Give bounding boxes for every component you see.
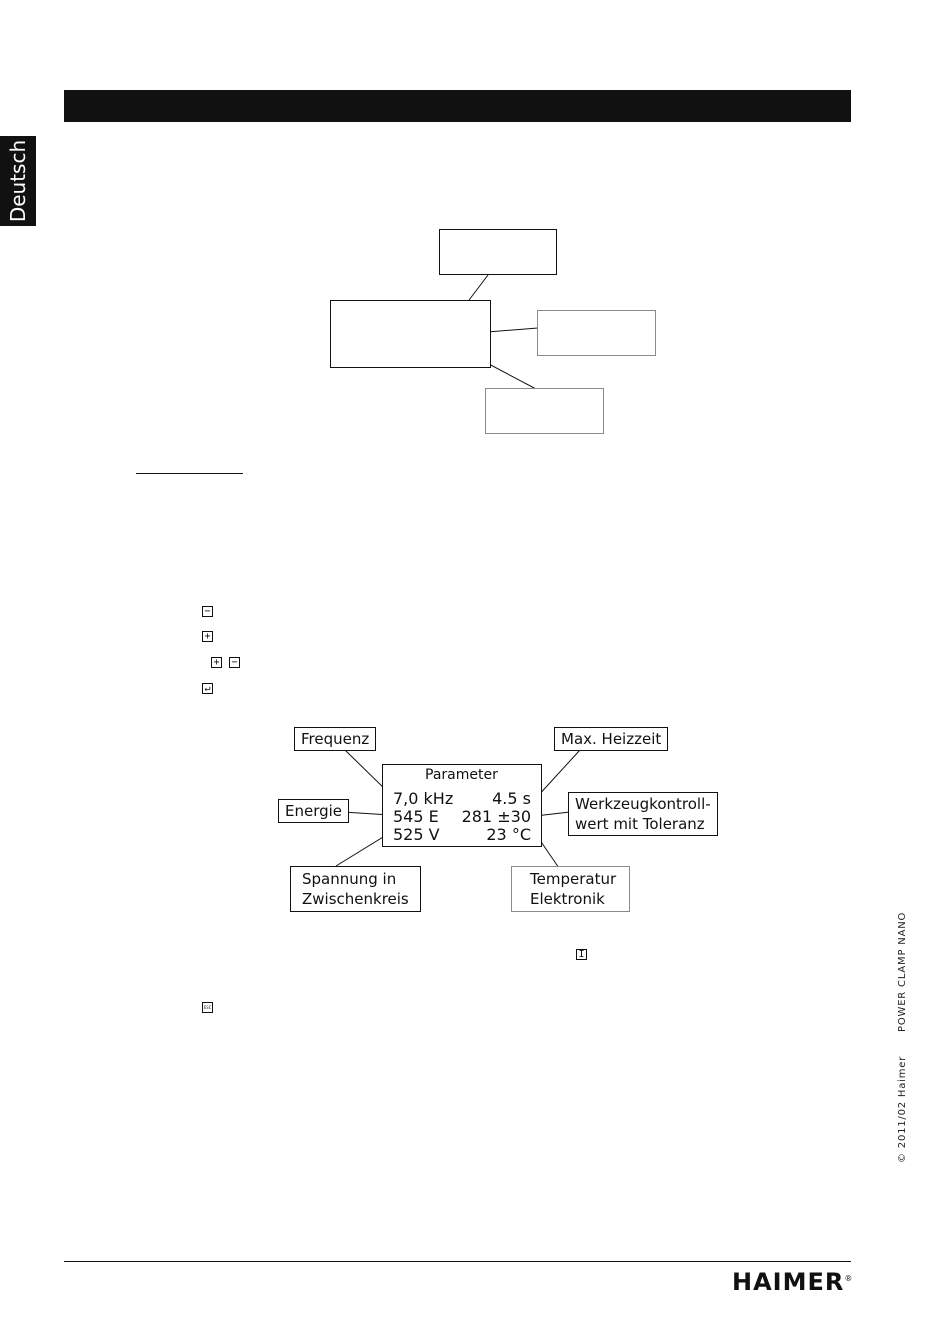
product-name: POWER CLAMP NANO [897,911,908,1032]
display-frequency-value: 7,0 kHz [393,789,454,808]
info-key-icon: I [576,949,587,960]
minus-key-icon: − [202,606,213,617]
diagram-display-box [330,300,491,368]
diagram-bottom-box [485,388,604,434]
esc-key-icon: ESC [202,1002,213,1013]
haimer-logo [732,1268,853,1296]
diagram-top-box [439,229,557,275]
plus-key-icon: + [211,657,222,668]
logo-text: HAIMER [732,1268,845,1296]
plus-key-icon: + [202,631,213,642]
display-temperature-value: 23 °C [486,825,531,844]
callout-tool-control: Werkzeugkontroll- wert mit Toleranz [568,792,718,836]
enter-key-icon: ↵ [202,683,213,694]
display-energy-value: 545 E [393,807,439,826]
diagram-right-box [537,310,656,356]
display-voltage-value: 525 V [393,825,440,844]
display-tool-control-value: 281 ±30 [461,807,531,826]
language-tab-label: Deutsch [6,139,31,223]
display-heat-time-value: 4.5 s [492,789,531,808]
parameter-display [382,764,542,847]
minus-key-icon: − [229,657,240,668]
section-heading-underline [136,473,243,474]
callout-energy: Energie [278,799,349,823]
copyright: © 2011/02 Haimer [897,1055,908,1163]
callout-frequency: Frequenz [294,727,376,751]
callout-temperature: Temperatur Elektronik [511,866,630,912]
callout-voltage: Spannung in Zwischenkreis [290,866,421,912]
footer-rule [64,1261,851,1262]
display-title: Parameter [425,767,498,783]
callout-max-heat-time: Max. Heizzeit [554,727,668,751]
registered-mark: ® [844,1274,854,1283]
